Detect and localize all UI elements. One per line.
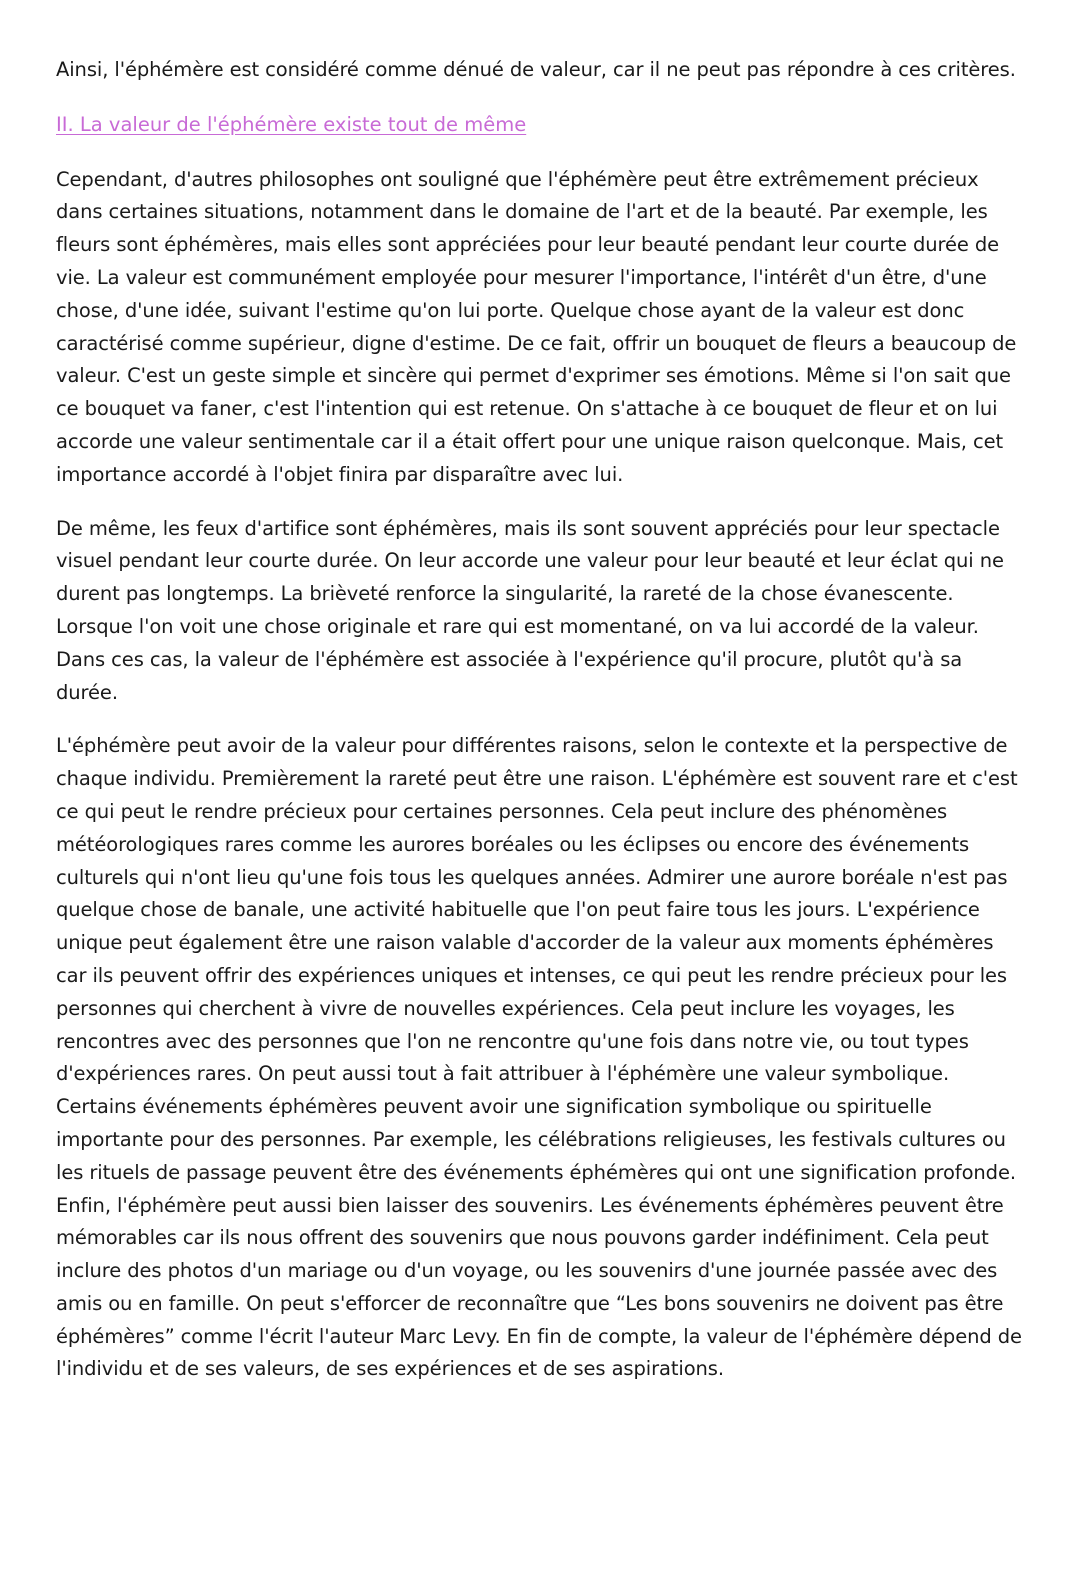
document-page <box>56 54 1026 1407</box>
paragraph-fireworks: De même, les feux d'artifice sont éphémères, mais ils sont souvent appréciés pour leur spectacle visuel pendant leur courte durée. On leur accorde une valeur pour leur beauté et leur éclat qui ne durent pas longtemps. La brièveté renforce la singularité, la rareté de la chose évanescente. Lorsque l'on voit une chose originale et rare qui est momentané, on va lui accordé de la valeur. Dans ces cas, la valeur de l'éphémère est associée à l'expérience qu'il procure, plutôt qu'à sa durée. <box>56 516 1004 704</box>
section-heading: II. La valeur de l'éphémère existe tout de même <box>56 112 527 136</box>
section-heading-wrapper <box>56 109 1026 164</box>
paragraph-reasons: L'éphémère peut avoir de la valeur pour différentes raisons, selon le contexte et la perspective de chaque individu. Premièrement la rareté peut être une raison. L'éphémère est souvent rare et c'est ce qui peut le rendre précieux pour certaines personnes. Cela peut inclure des phénomènes météorologiques rares comme les aurores boréales ou les éclipses ou encore des événements culturels qui n'ont lieu qu'une fois tous les quelques années. Admirer une aurore boréale n'est pas quelque chose de banale, une activité habituelle que l'on peut faire tous les jours. L'expérience unique peut également être une raison valable d'accorder de la valeur aux moments éphémères car ils peuvent offrir des expériences uniques et intenses, ce qui peut les rendre précieux pour les personnes qui cherchent à vivre de nouvelles expériences. Cela peut inclure les voyages, les rencontres avec des personnes que l'on ne rencontre qu'une fois dans notre vie, ou tout types d'expériences rares. On peut aussi tout à fait attribuer à l'éphémère une valeur symbolique. Certains événements éphémères peuvent avoir une signification symbolique ou spirituelle importante pour des personnes. Par exemple, les célébrations religieuses, les festivals cultures ou les rituels de passage peuvent être des événements éphémères qui ont une signification profonde. Enfin, l'éphémère peut aussi bien laisser des souvenirs. Les événements éphémères peuvent être mémorables car ils nous offrent des souvenirs que nous pouvons garder indéfiniment. Cela peut inclure des photos d'un mariage ou d'un voyage, ou les souvenirs d'une journée passée avec des amis ou en famille. On peut s'efforcer de reconnaître que “Les bons souvenirs ne doivent pas être éphémères” comme l'écrit l'auteur Marc Levy. En fin de compte, la valeur de l'éphémère dépend de l'individu et de ses valeurs, de ses expériences et de ses aspirations. <box>56 734 1022 1381</box>
intro-paragraph: Ainsi, l'éphémère est considéré comme dénué de valeur, car il ne peut pas répondre à ces critères. <box>56 58 1016 81</box>
paragraph-flowers: Cependant, d'autres philosophes ont souligné que l'éphémère peut être extrêmement précieux dans certaines situations, notamment dans le domaine de l'art et de la beauté. Par exemple, les fleurs sont éphémères, mais elles sont appréciées pour leur beauté pendant leur courte durée de vie. La valeur est communément employée pour mesurer l'importance, l'intérêt d'un être, d'une chose, d'une idée, suivant l'estime qu'on lui porte. Quelque chose ayant de la valeur est donc caractérisé comme supérieur, digne d'estime. De ce fait, offrir un bouquet de fleurs a beaucoup de valeur. C'est un geste simple et sincère qui permet d'exprimer ses émotions. Même si l'on sait que ce bouquet va faner, c'est l'intention qui est retenue. On s'attache à ce bouquet de fleur et on lui accorde une valeur sentimentale car il a était offert pour une unique raison quelconque. Mais, cet importance accordé à l'objet finira par disparaître avec lui. <box>56 167 1017 486</box>
